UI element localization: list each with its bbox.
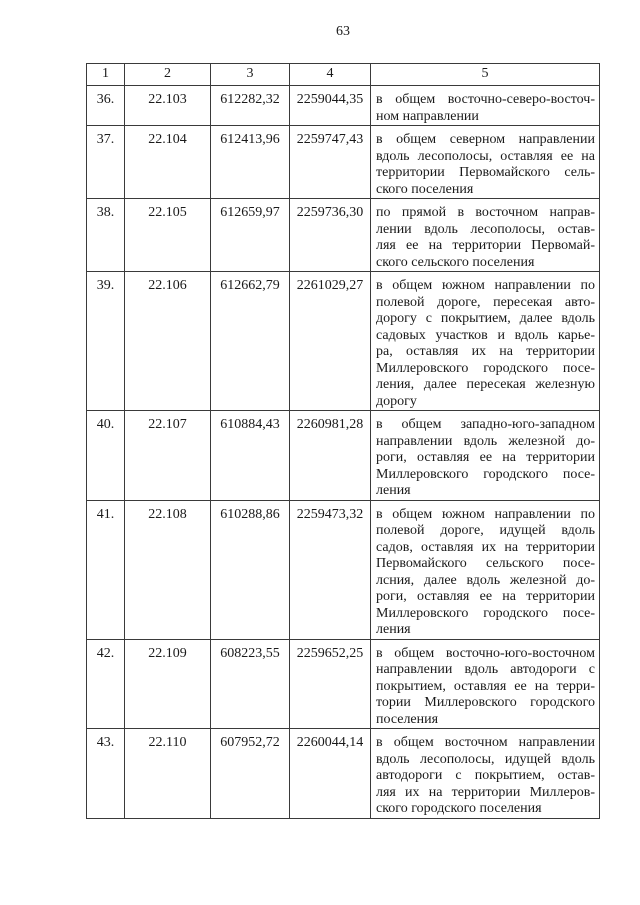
description-line: в общем северном направлении [376, 132, 595, 147]
description-cell [371, 729, 600, 819]
header-cell-2: 2 [125, 64, 211, 86]
table-cell-col-3: 612662,79 [211, 272, 290, 411]
description-line: тории Миллеровского городского [376, 695, 595, 710]
header-row [87, 64, 600, 86]
table-cell-col-4: 2260044,14 [290, 729, 371, 819]
description-line: в общем южном направлении по [376, 506, 595, 522]
table-cell-col-2: 22.109 [125, 639, 211, 729]
table-row [87, 411, 600, 501]
description-cell [371, 126, 600, 199]
table-cell-col-2: 22.108 [125, 500, 211, 639]
table-cell-col-4: 2259044,35 [290, 86, 371, 126]
table-body [87, 64, 600, 819]
description-line: направлении вдоль железной до- [376, 433, 595, 449]
table-cell-col-3: 612413,96 [211, 126, 290, 199]
table-row [87, 639, 600, 729]
description-line: роги, оставляя ее на территории [376, 450, 595, 465]
header-cell-4: 4 [290, 64, 371, 86]
table-cell-col-2: 22.105 [125, 199, 211, 272]
description-line: Миллеровского городского посе- [376, 605, 595, 621]
table-row [87, 729, 600, 819]
description-line: ляя ее на территории Первомай- [376, 238, 595, 253]
description-line: в общем восточно-юго-восточном [376, 645, 595, 661]
description-line: ления [376, 483, 411, 498]
description-cell [371, 500, 600, 639]
description-line: в общем южном направлении по [376, 278, 595, 293]
table-cell-col-3: 610884,43 [211, 411, 290, 501]
table-cell-col-1: 40. [87, 411, 125, 501]
description-line: Миллеровского городского посе- [376, 466, 595, 482]
table-cell-col-4: 2259473,32 [290, 500, 371, 639]
table-cell-col-2: 22.106 [125, 272, 211, 411]
description-line: садов, оставляя их на территории [376, 539, 595, 555]
description-line: роги, оставляя ее на территории [376, 589, 595, 604]
description-line: по прямой в восточном направ- [376, 205, 595, 220]
table-cell-col-2: 22.110 [125, 729, 211, 819]
description-line: полевой дороге, идущей вдоль [376, 523, 595, 538]
page-number: 63 [336, 24, 350, 39]
description-line: ра, оставляя их на территории [376, 344, 595, 359]
description-line: в общем западно-юго-западном [376, 417, 595, 432]
header-cell-1: 1 [87, 64, 125, 86]
description-cell [371, 199, 600, 272]
table-cell-col-2: 22.104 [125, 126, 211, 199]
description-line: ского поселения [376, 181, 474, 197]
table-cell-col-4: 2260981,28 [290, 411, 371, 501]
table-row [87, 126, 600, 199]
table-cell-col-1: 37. [87, 126, 125, 199]
description-line: поселения [376, 711, 439, 727]
table-cell-col-3: 612282,32 [211, 86, 290, 126]
description-cell [371, 411, 600, 501]
description-line: дорогу с покрытием, далее вдоль [376, 311, 595, 326]
description-line: ления [376, 622, 411, 637]
description-line: территории Первомайского сель- [376, 165, 595, 180]
description-line: ном направлении [376, 108, 479, 124]
description-line: лении вдоль лесополосы, остав- [376, 221, 595, 237]
description-line: ского городского поселения [376, 801, 542, 816]
table-cell-col-4: 2259747,43 [290, 126, 371, 199]
description-line: в общем восточно-северо-восточ- [376, 92, 595, 107]
table-cell-col-1: 43. [87, 729, 125, 819]
description-line: ления, далее пересекая железную [376, 377, 595, 392]
table-cell-col-3: 607952,72 [211, 729, 290, 819]
table-cell-col-4: 2261029,27 [290, 272, 371, 411]
description-line: Миллеровского городского посе- [376, 360, 595, 376]
table-cell-col-3: 608223,55 [211, 639, 290, 729]
boundary-table [86, 63, 600, 819]
table-row [87, 272, 600, 411]
description-line: ляя их на территории Миллеров- [376, 784, 595, 800]
table-cell-col-4: 2259652,25 [290, 639, 371, 729]
table-cell-col-3: 612659,97 [211, 199, 290, 272]
table-row [87, 500, 600, 639]
description-line: полевой дороге, пересекая авто- [376, 294, 595, 310]
description-line: покрытием, оставляя ее на терри- [376, 678, 595, 694]
description-cell [371, 639, 600, 729]
description-line: направлении вдоль автодороги с [376, 662, 595, 677]
table-cell-col-1: 41. [87, 500, 125, 639]
table-cell-col-4: 2259736,30 [290, 199, 371, 272]
header-cell-5: 5 [371, 64, 600, 86]
description-line: вдоль лесополосы, оставляя ее на [376, 148, 595, 164]
description-cell [371, 86, 600, 126]
description-line: дорогу [376, 393, 417, 409]
table-cell-col-3: 610288,86 [211, 500, 290, 639]
table-row [87, 86, 600, 126]
description-line: ского сельского поселения [376, 254, 535, 270]
description-line: лсния, далее вдоль железной до- [376, 572, 595, 588]
table-cell-col-2: 22.103 [125, 86, 211, 126]
table-cell-col-1: 36. [87, 86, 125, 126]
description-line: в общем восточном направлении [376, 735, 595, 750]
header-cell-3: 3 [211, 64, 290, 86]
description-line: садовых участков и вдоль карье- [376, 327, 595, 343]
table-cell-col-1: 42. [87, 639, 125, 729]
table-row [87, 199, 600, 272]
description-cell [371, 272, 600, 411]
table-cell-col-2: 22.107 [125, 411, 211, 501]
description-line: Первомайского сельского посе- [376, 556, 595, 571]
description-line: автодороги с покрытием, остав- [376, 768, 595, 783]
table-cell-col-1: 39. [87, 272, 125, 411]
description-line: вдоль лесополосы, идущей вдоль [376, 751, 595, 767]
table-cell-col-1: 38. [87, 199, 125, 272]
